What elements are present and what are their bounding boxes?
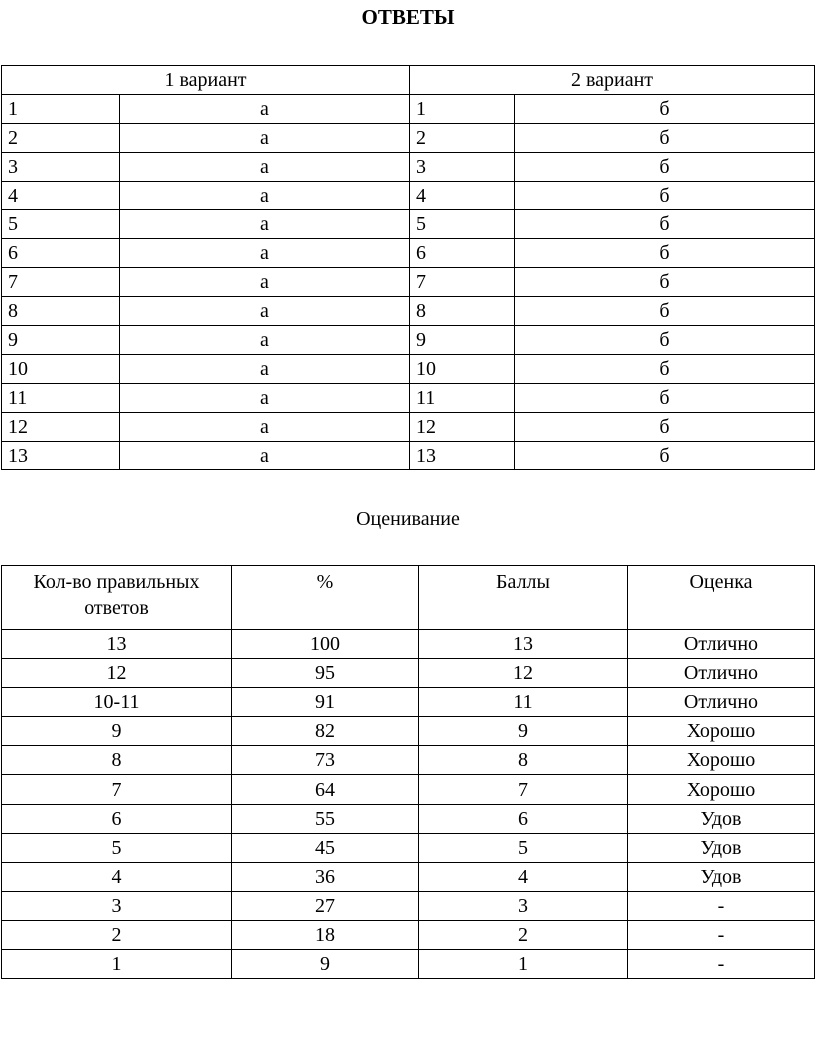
v2-question-number: 11 (410, 383, 515, 412)
grade-cell: Хорошо (628, 746, 815, 775)
page-title: ОТВЕТЫ (361, 5, 455, 29)
grade-cell: Удов (628, 862, 815, 891)
table-row (2, 862, 815, 891)
v1-question-number: 8 (2, 297, 120, 326)
table-row (2, 804, 815, 833)
v2-answer: б (515, 383, 815, 412)
correct-count-cell: 3 (2, 891, 232, 920)
points-cell: 11 (419, 688, 628, 717)
v1-answer: а (120, 123, 410, 152)
v2-answer: б (515, 181, 815, 210)
variant-2-header: 2 вариант (410, 66, 815, 95)
points-cell: 5 (419, 833, 628, 862)
table-row (2, 268, 815, 297)
v1-answer: а (120, 297, 410, 326)
v2-question-number: 3 (410, 152, 515, 181)
correct-count-cell: 7 (2, 775, 232, 804)
points-cell: 3 (419, 891, 628, 920)
v2-answer: б (515, 152, 815, 181)
correct-count-cell: 10-11 (2, 688, 232, 717)
percent-cell: 18 (232, 920, 419, 949)
correct-count-cell: 1 (2, 950, 232, 979)
percent-cell: 82 (232, 717, 419, 746)
header-grade: Оценка (628, 566, 815, 630)
percent-cell: 55 (232, 804, 419, 833)
points-cell: 12 (419, 659, 628, 688)
grade-cell: Удов (628, 833, 815, 862)
correct-count-cell: 6 (2, 804, 232, 833)
grade-cell: - (628, 950, 815, 979)
points-cell: 4 (419, 862, 628, 891)
v1-question-number: 7 (2, 268, 120, 297)
correct-count-cell: 13 (2, 630, 232, 659)
v1-answer: а (120, 383, 410, 412)
correct-count-cell: 4 (2, 862, 232, 891)
table-row (2, 891, 815, 920)
percent-cell: 45 (232, 833, 419, 862)
percent-cell: 91 (232, 688, 419, 717)
points-cell: 13 (419, 630, 628, 659)
percent-cell: 27 (232, 891, 419, 920)
v2-answer: б (515, 412, 815, 441)
v1-answer: а (120, 239, 410, 268)
v2-question-number: 1 (410, 94, 515, 123)
v2-question-number: 10 (410, 354, 515, 383)
table-row (2, 181, 815, 210)
v2-answer: б (515, 94, 815, 123)
grading-table (1, 565, 815, 979)
v2-answer: б (515, 239, 815, 268)
points-cell: 1 (419, 950, 628, 979)
v1-answer: а (120, 441, 410, 470)
percent-cell: 9 (232, 950, 419, 979)
v2-answer: б (515, 297, 815, 326)
grade-cell: Отлично (628, 659, 815, 688)
correct-count-cell: 9 (2, 717, 232, 746)
points-cell: 7 (419, 775, 628, 804)
correct-count-cell: 2 (2, 920, 232, 949)
v1-answer: а (120, 181, 410, 210)
points-cell: 2 (419, 920, 628, 949)
v2-question-number: 6 (410, 239, 515, 268)
grade-cell: Хорошо (628, 775, 815, 804)
v2-question-number: 9 (410, 326, 515, 355)
table-row (2, 354, 815, 383)
table-row (2, 833, 815, 862)
grade-cell: - (628, 920, 815, 949)
v1-question-number: 13 (2, 441, 120, 470)
grading-title: Оценивание (356, 508, 460, 530)
v2-question-number: 5 (410, 210, 515, 239)
points-cell: 9 (419, 717, 628, 746)
table-row (2, 950, 815, 979)
answers-table (1, 65, 815, 470)
table-row (2, 297, 815, 326)
points-cell: 6 (419, 804, 628, 833)
v2-answer: б (515, 441, 815, 470)
v2-answer: б (515, 354, 815, 383)
correct-count-cell: 8 (2, 746, 232, 775)
header-percent: % (232, 566, 419, 630)
v1-question-number: 11 (2, 383, 120, 412)
table-row (2, 152, 815, 181)
v2-question-number: 4 (410, 181, 515, 210)
table-row (2, 746, 815, 775)
v2-question-number: 12 (410, 412, 515, 441)
table-row (2, 123, 815, 152)
v2-question-number: 8 (410, 297, 515, 326)
table-row (2, 920, 815, 949)
table-row (2, 383, 815, 412)
percent-cell: 95 (232, 659, 419, 688)
grade-cell: Хорошо (628, 717, 815, 746)
v1-question-number: 10 (2, 354, 120, 383)
v1-question-number: 5 (2, 210, 120, 239)
correct-count-cell: 5 (2, 833, 232, 862)
v1-question-number: 4 (2, 181, 120, 210)
grade-cell: Удов (628, 804, 815, 833)
table-row (2, 326, 815, 355)
table-row (2, 210, 815, 239)
v1-answer: а (120, 354, 410, 383)
v1-answer: а (120, 412, 410, 441)
v1-question-number: 1 (2, 94, 120, 123)
grade-cell: Отлично (628, 630, 815, 659)
v1-question-number: 2 (2, 123, 120, 152)
percent-cell: 73 (232, 746, 419, 775)
variant-1-header: 1 вариант (2, 66, 410, 95)
grade-cell: Отлично (628, 688, 815, 717)
v1-question-number: 9 (2, 326, 120, 355)
header-points: Баллы (419, 566, 628, 630)
v1-question-number: 3 (2, 152, 120, 181)
v1-answer: а (120, 268, 410, 297)
v1-answer: а (120, 152, 410, 181)
table-row (2, 775, 815, 804)
v2-answer: б (515, 268, 815, 297)
v1-answer: а (120, 94, 410, 123)
v2-question-number: 7 (410, 268, 515, 297)
table-row (2, 688, 815, 717)
points-cell: 8 (419, 746, 628, 775)
table-row (2, 239, 815, 268)
table-row (2, 659, 815, 688)
v2-answer: б (515, 210, 815, 239)
header-correct-count: Кол-во правильных ответов (2, 566, 232, 630)
table-row (2, 630, 815, 659)
v1-answer: а (120, 210, 410, 239)
v1-question-number: 12 (2, 412, 120, 441)
table-row (2, 412, 815, 441)
correct-count-cell: 12 (2, 659, 232, 688)
table-row (2, 717, 815, 746)
answers-header-row (2, 66, 815, 95)
table-row (2, 94, 815, 123)
percent-cell: 64 (232, 775, 419, 804)
grading-header-row (2, 566, 815, 630)
percent-cell: 100 (232, 630, 419, 659)
table-row (2, 441, 815, 470)
grade-cell: - (628, 891, 815, 920)
v1-answer: а (120, 326, 410, 355)
v2-answer: б (515, 123, 815, 152)
percent-cell: 36 (232, 862, 419, 891)
v2-question-number: 2 (410, 123, 515, 152)
v2-question-number: 13 (410, 441, 515, 470)
v1-question-number: 6 (2, 239, 120, 268)
v2-answer: б (515, 326, 815, 355)
